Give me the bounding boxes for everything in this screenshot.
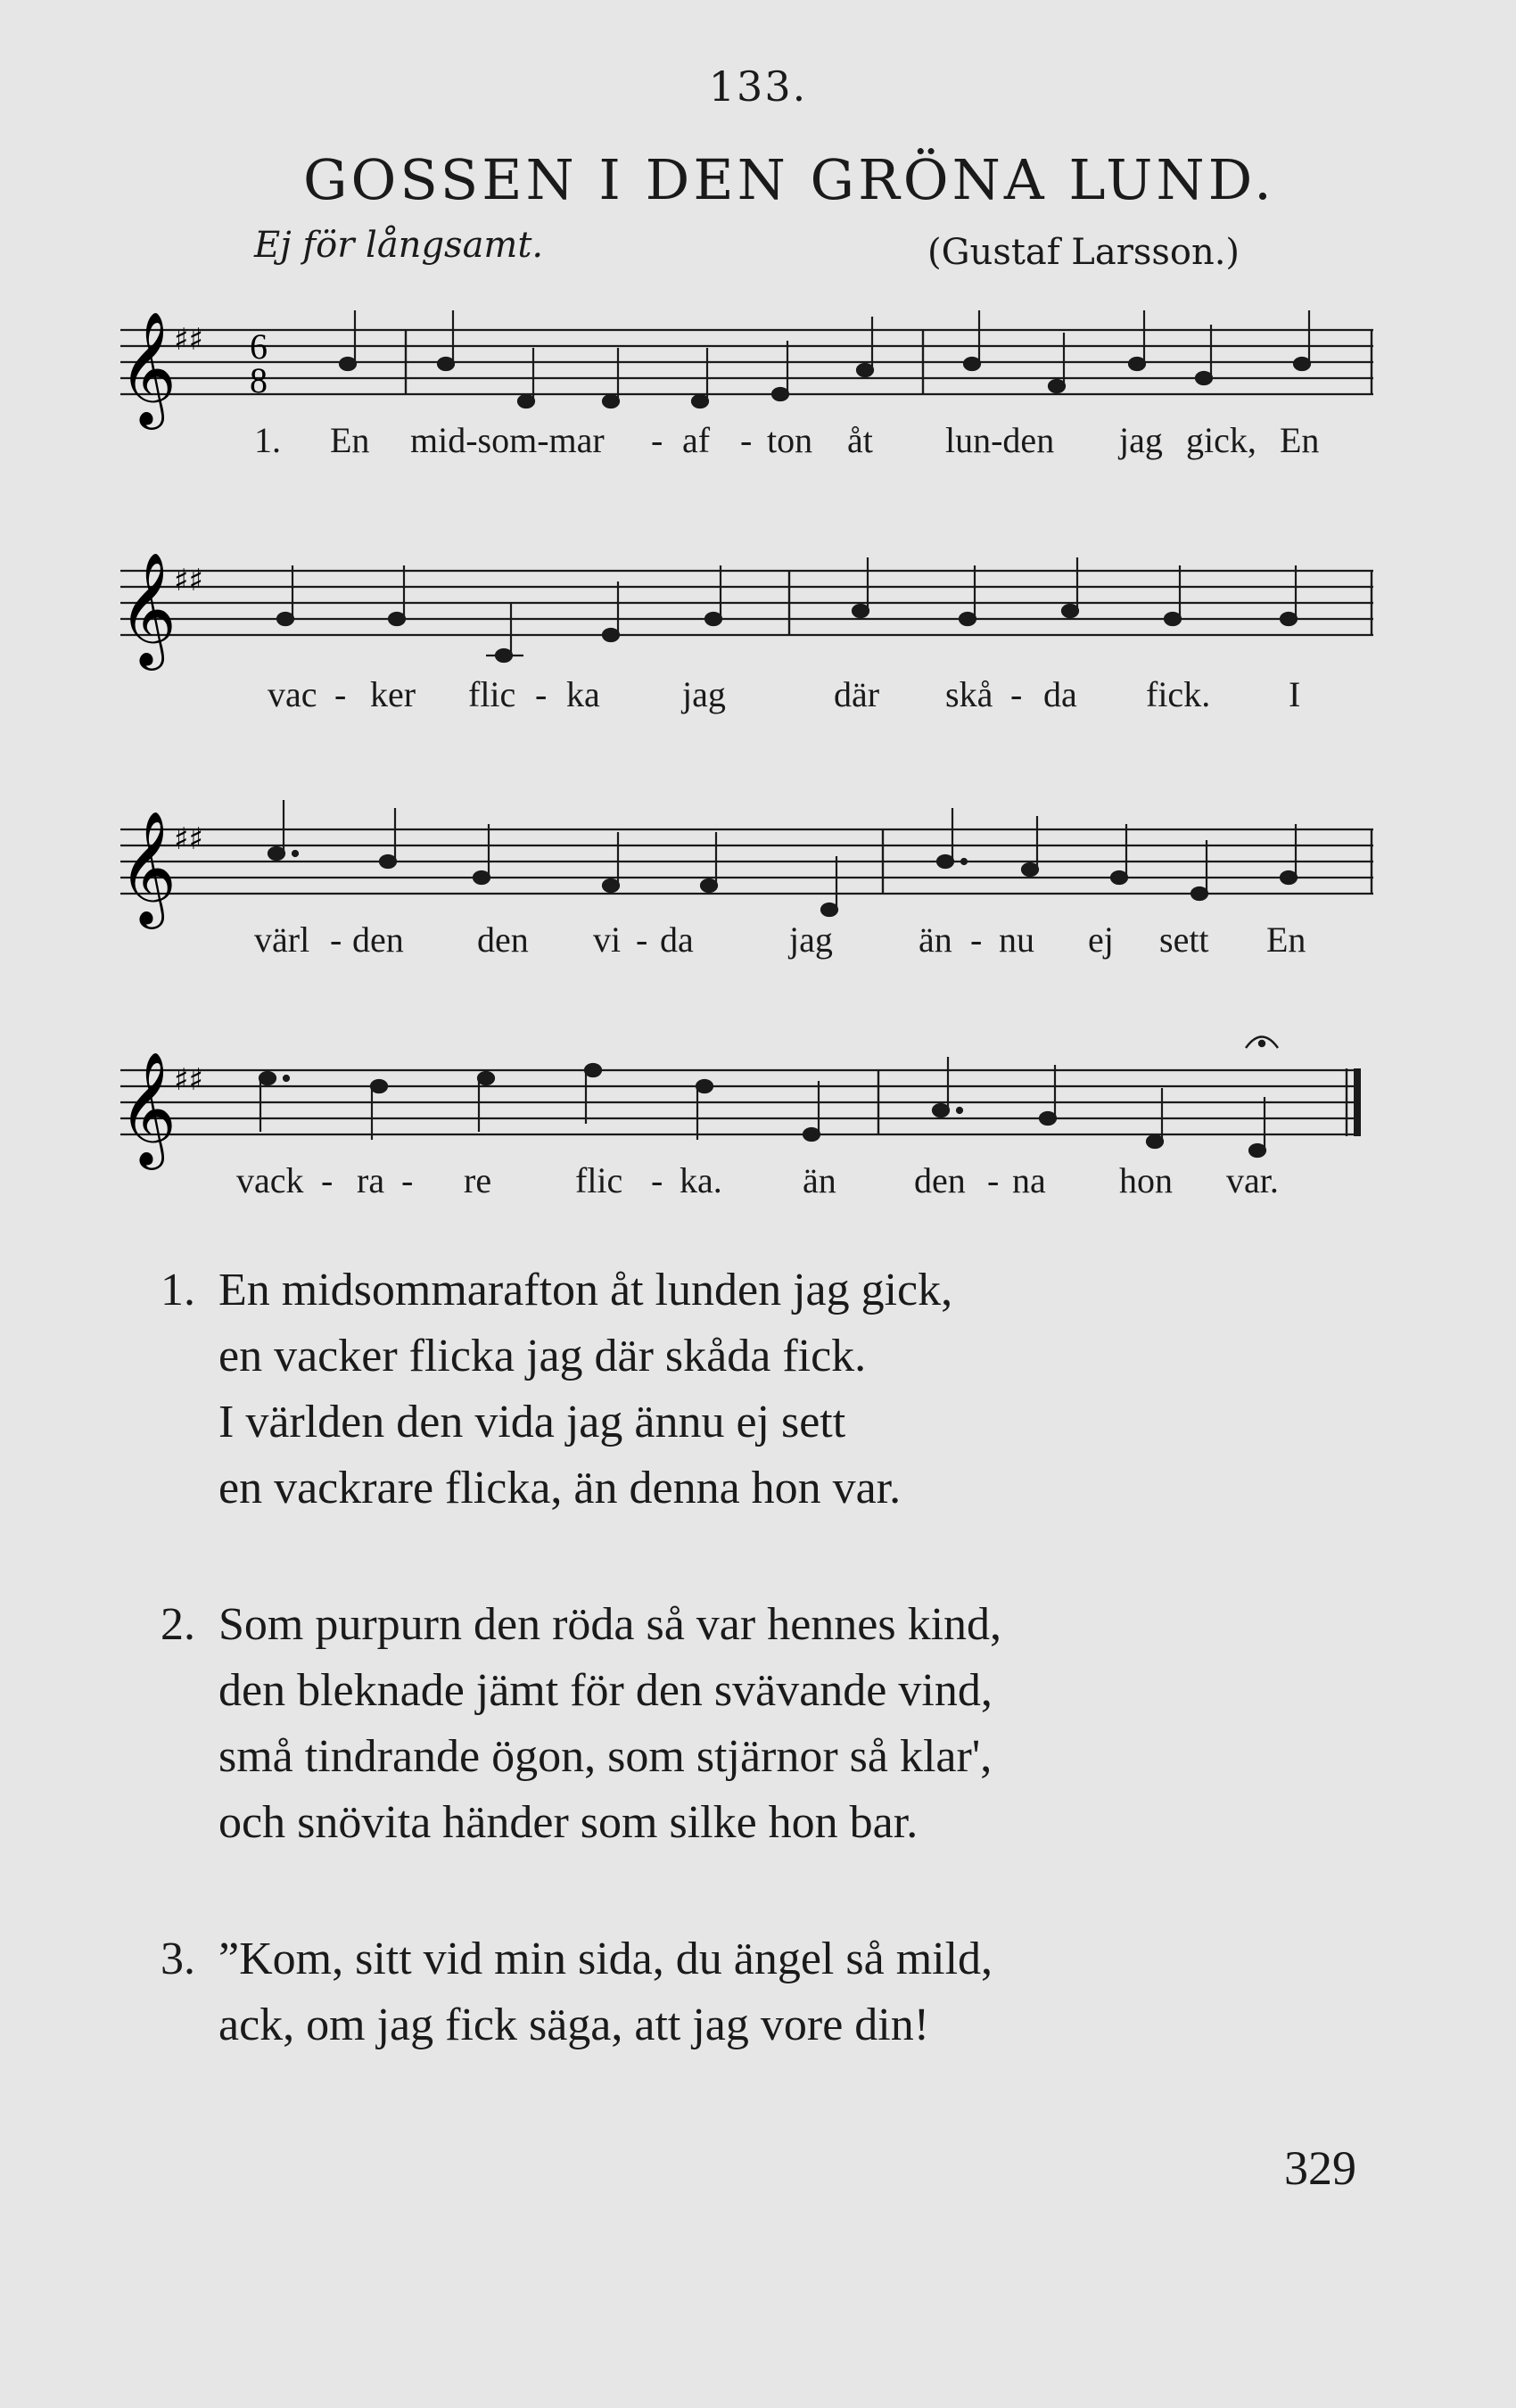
song-title: GOSSEN I DEN GRÖNA LUND. — [303, 147, 1275, 212]
lyric-syllable: skå — [945, 674, 993, 714]
lyric-syllable: nu — [999, 919, 1034, 960]
key-signature-sharps: ♯♯ — [174, 322, 203, 358]
lyric-syllable: ra — [357, 1160, 385, 1200]
verse-line: ”Kom, sitt vid min sida, du ängel så mild, — [218, 1934, 993, 1984]
lyric-syllable: ka — [566, 674, 600, 714]
song-number: 133. — [708, 62, 808, 111]
lyric-syllable: - — [1010, 674, 1023, 714]
lyric-syllable: vi — [593, 919, 622, 960]
staff-2 — [111, 508, 1382, 687]
music-system-4 — [111, 1008, 1382, 1222]
lyric-syllable: hon — [1119, 1160, 1173, 1200]
music-system-3 — [111, 767, 1382, 981]
treble-clef-icon: 𝄞 — [119, 810, 177, 924]
lyric-syllable: - — [535, 674, 548, 714]
lyric-syllable: - — [740, 420, 753, 460]
lyric-syllable: na — [1012, 1160, 1046, 1200]
lyric-syllable: var. — [1226, 1160, 1279, 1200]
composer-credit: (Gustaf Larsson.) — [927, 232, 1240, 273]
treble-clef-icon: 𝄞 — [119, 551, 177, 665]
verse-line: en vackrare flicka, än denna hon var. — [218, 1463, 902, 1513]
lyric-syllable: fick. — [1146, 674, 1211, 714]
page-number: 329 — [1284, 2141, 1356, 2195]
verse-line: den bleknade jämt för den svävande vind, — [218, 1665, 993, 1716]
lyric-syllable: I — [1289, 674, 1301, 714]
lyric-syllable: jag — [1119, 420, 1163, 460]
verse-number: 3. — [161, 1934, 195, 1984]
lyric-syllable: En — [330, 420, 370, 460]
verse-line: och snövita händer som silke hon bar. — [218, 1797, 919, 1848]
lyric-syllable: - — [334, 674, 347, 714]
lyric-syllable: - — [321, 1160, 334, 1200]
treble-clef-icon: 𝄞 — [119, 1051, 177, 1165]
time-signature-bottom: 8 — [250, 360, 268, 400]
key-signature-sharps: ♯♯ — [174, 821, 203, 857]
verse-line: I världen den vida jag ännu ej sett — [218, 1397, 846, 1447]
lyric-syllable: da — [1043, 674, 1077, 714]
lyric-syllable: värl — [254, 919, 310, 960]
fermata-icon — [1246, 1037, 1278, 1049]
lyric-syllable: re — [464, 1160, 492, 1200]
music-system-2 — [111, 508, 1382, 740]
key-signature-sharps: ♯♯ — [174, 563, 203, 598]
verse-line: Som purpurn den röda så var hennes kind, — [218, 1599, 1002, 1650]
lyric-syllable: där — [834, 674, 880, 714]
lyric-syllable: än — [919, 919, 952, 960]
lyric-syllable: vac — [268, 674, 317, 714]
verse-line: en vacker flicka jag där skåda fick. — [218, 1331, 867, 1381]
lyric-syllable: den — [477, 919, 529, 960]
lyric-syllable: gick, — [1186, 420, 1256, 460]
lyric-syllable: - — [401, 1160, 414, 1200]
lyric-syllable: den — [352, 919, 404, 960]
lyric-syllable: jag — [789, 919, 833, 960]
lyric-syllable: da — [660, 919, 694, 960]
time-signature-top: 6 — [250, 326, 268, 367]
lyric-syllable: sett — [1159, 919, 1209, 960]
lyric-syllable: mid-som-mar — [410, 420, 605, 460]
lyric-syllable: 1. — [254, 420, 281, 460]
lyric-syllable: En — [1280, 420, 1320, 460]
lyric-syllable: vack — [236, 1160, 304, 1200]
key-signature-sharps: ♯♯ — [174, 1062, 203, 1098]
lyric-syllable: lun-den — [945, 420, 1055, 460]
lyric-syllable: - — [651, 420, 663, 460]
treble-clef-icon: 𝄞 — [119, 310, 177, 425]
lyric-syllable: åt — [847, 420, 873, 460]
lyric-syllable: - — [970, 919, 983, 960]
verse-line: ack, om jag fick säga, att jag vore din! — [218, 2000, 930, 2050]
verse-number: 2. — [161, 1599, 195, 1650]
verse-line: små tindrande ögon, som stjärnor så klar', — [218, 1731, 993, 1782]
lyric-syllable: flic — [575, 1160, 623, 1200]
lyric-syllable: - — [987, 1160, 1000, 1200]
lyric-syllable: En — [1266, 919, 1306, 960]
lyric-syllable: - — [651, 1160, 663, 1200]
lyric-syllable: ker — [370, 674, 416, 714]
lyric-syllable: än — [803, 1160, 836, 1200]
lyric-syllable: ka. — [680, 1160, 722, 1200]
lyric-syllable: flic — [468, 674, 516, 714]
verse-line: En midsommarafton åt lunden jag gick, — [218, 1265, 953, 1315]
lyric-syllable: af — [682, 420, 711, 460]
lyric-syllable: ej — [1088, 919, 1114, 960]
lyric-syllable: - — [636, 919, 648, 960]
lyric-syllable: jag — [682, 674, 726, 714]
verse-number: 1. — [161, 1265, 195, 1315]
tempo-marking: Ej för långsamt. — [254, 225, 544, 266]
music-system-1 — [111, 268, 1382, 482]
lyric-syllable: den — [914, 1160, 966, 1200]
lyric-syllable: - — [330, 919, 342, 960]
lyric-syllable: ton — [767, 420, 813, 460]
